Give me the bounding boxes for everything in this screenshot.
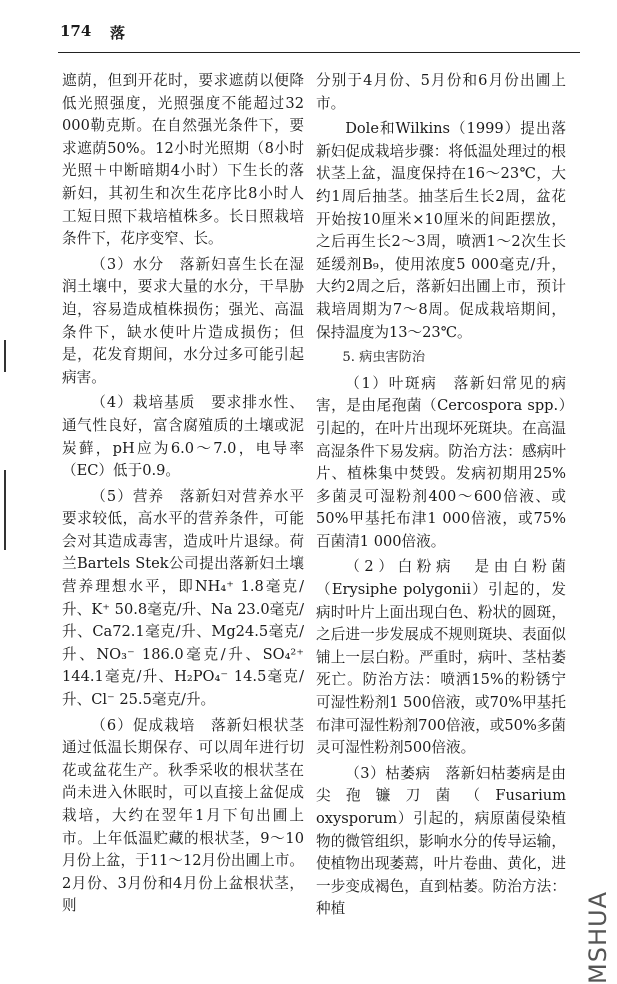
paragraph: （2）白粉病 是由白粉菌（Erysiphe polygonii）引起的，发病时叶片上面出现白色、粉状的圆斑，之后进一步发展成不规则斑块、表面似铺上一层白粉。严重时，病叶、茎枯萎死亡。防治方法：喷洒15%的粉锈宁可湿性粉剂1 500倍液，或70%甲基托布津可湿性粉剂700倍液，或50%多菌灵可湿性粉剂500倍液。 <box>316 558 567 757</box>
page-number: 174 <box>60 22 92 40</box>
paragraph: 遮荫，但到开花时，要求遮荫以便降低光照强度，光照强度不能超过32 000勒克斯。在自然强光条件下，要求遮荫50%。12小时光照期（8小时光照＋中断暗期4小时）下生长的落新妇，其初生和次生花序比8小时人工短日照下栽培植株多。长日照栽培条件下，花序变窄、长。 <box>62 72 304 248</box>
paragraph: Dole和Wilkins（1999）提出落新妇促成栽培步骤：将低温处理过的根状茎上盆，温度保持在16～23℃，大约1周后抽茎。抽茎后生长2周，盆花开始按10厘米×10厘米的间距摆放，之后再生长2～3周，喷洒1～2次生长延缓剂B₉，使用浓度5 000毫克/升，大约2周之后，落新妇出圃上市，预计栽培周期为7～8周。促成栽培期间，保持温度为13～23℃。 <box>316 120 566 341</box>
paragraph: （6）促成栽培 落新妇根状茎通过低温长期保存、可以周年进行切花或盆花生产。秋季采收的根状茎在尚未进入休眠时，可以直接上盆促成栽培，大约在翌年1月下旬出圃上市。上年低温贮藏的根状茎，9～10月份上盆，于11～12月份出圃上市。2月份、3月份和4月份上盆根状茎，则 <box>62 716 304 915</box>
section-heading: 5. 病虫害防治 <box>342 350 426 366</box>
scan-edge-mark <box>4 470 6 550</box>
paragraph: （5）营养 落新妇对营养水平要求较低，高水平的营养条件，可能会对其造成毒害，造成叶片退绿。荷兰Bartels Stek公司提出落新妇土壤营养理想水平，即NH₄⁺ 1.8毫克/升、K⁺ 50.8毫克/升、Na 23.0毫克/升、Ca72.1毫克/升、Mg24.5毫克/升、NO₃⁻ 186.0毫克/升、SO₄²⁺ 144.1毫克/升、H₂PO₄⁻ 14.5毫克/升、Cl⁻ 25.5毫克/升。 <box>62 487 304 709</box>
paragraph: （1）叶斑病 落新妇常见的病害，是由尾孢菌（Cercospora spp.）引起的，在叶片出现坏死斑块。在高温高湿条件下易发病。防治方法：感病叶片、植株集中焚毁。发病初期用25%多菌灵可湿粉剂400～600倍液、或50%甲基托布津1 000倍液，或75%百菌清1 000倍液。 <box>316 374 566 550</box>
page-header <box>60 16 580 42</box>
paragraph: （3）水分 落新妇喜生长在湿润土壤中，要求大量的水分，干旱胁迫，容易造成植株损伤；强光、高温条件下，缺水使叶片造成损伤；但是，花发育期间，水分过多可能引起病害。 <box>62 255 304 386</box>
left-column <box>62 70 304 921</box>
running-section-title: 落 <box>110 24 128 42</box>
paragraph: （3）枯萎病 落新妇枯萎病是由尖孢镰刀菌（Fusarium oxysporum）引起的，病原菌侵染植物的微管组织，影响水分的传导运输，使植物出现萎蔫，叶片卷曲、黄化，进一步变成褐色，直到枯萎。防治方法：种植 <box>316 764 566 918</box>
right-column <box>316 70 566 924</box>
header-rule <box>58 52 580 53</box>
watermark: MSHUA <box>584 891 612 984</box>
paragraph: （4）栽培基质 要求排水性、通气性良好，富含腐殖质的土壤或泥炭藓，pH应为6.0～7.0，电导率（EC）低于0.9。 <box>62 394 304 480</box>
scan-edge-mark <box>4 340 6 372</box>
paragraph: 分别于4月份、5月份和6月份出圃上市。 <box>316 72 566 112</box>
